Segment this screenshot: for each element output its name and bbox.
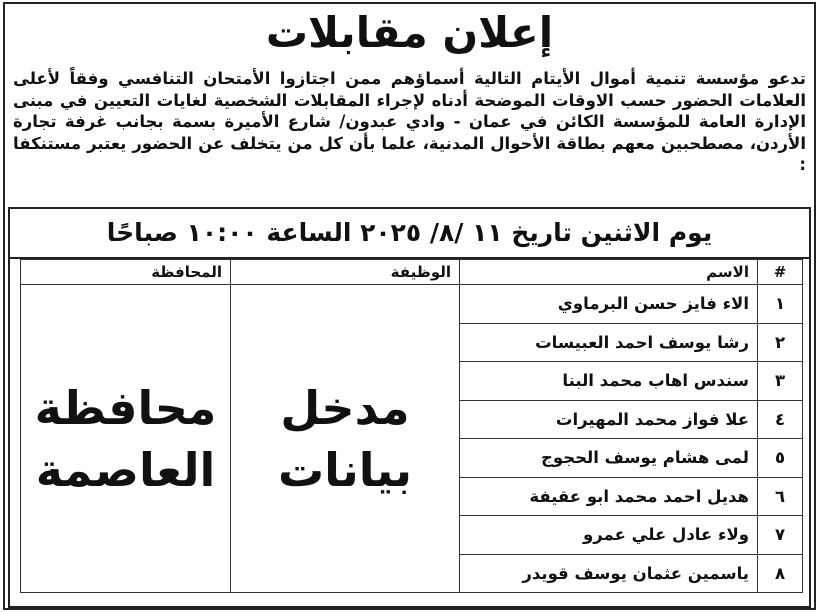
announcement-title: إعلان مقابلات — [265, 8, 554, 57]
job-cell — [231, 285, 460, 593]
row-num: ٤ — [758, 400, 803, 439]
row-name: لمى هشام يوسف الحجوج — [460, 439, 758, 478]
announcement-intro: تدعو مؤسسة تنمية أموال الأيتام التالية أسماؤهم ممن اجتازوا الأمتحان التنافسي وفقاً لأعلى العلامات الحضور حسب الاوقات الموضحة أدناه لإجراء المقابلات الشخصية لغايات التعيين في مبنى الإدارة العامة للمؤسسة الكائن في عمان - وادي عبدون/ شارع الأميرة بسمة بجانب غرفة تجارة الأردن، مصطحبين معهم بطاقة الأحوال المدنية، علما بأن كل من يتخلف عن الحضور يعتبر مستنكفا : — [13, 69, 806, 174]
row-name: ولاء عادل علي عمرو — [460, 516, 758, 555]
row-name: هديل احمد محمد ابو عقيفة — [460, 477, 758, 516]
row-name: الاء فايز حسن البرماوي — [460, 285, 758, 324]
job-line-1: مدخل — [280, 380, 410, 435]
gov-cell — [21, 285, 231, 593]
announcement-sheet — [3, 2, 816, 610]
table-header-row — [21, 260, 803, 285]
header-job: الوظيفة — [231, 260, 460, 285]
table-row — [21, 285, 803, 324]
row-name: ياسمين عثمان يوسف قويدر — [460, 554, 758, 593]
row-num: ٢ — [758, 323, 803, 362]
header-gov: المحافظة — [21, 260, 231, 285]
schedule-box — [8, 207, 811, 608]
header-name: الاسم — [460, 260, 758, 285]
gov-line-1: محافظة — [34, 380, 217, 435]
schedule-day-line: يوم الاثنين تاريخ ١١ /٨/ ٢٠٢٥ الساعة ١٠:٠٠ صباحًا — [10, 209, 809, 259]
header-num: # — [758, 260, 803, 285]
row-name: رشا يوسف احمد العبيسات — [460, 323, 758, 362]
row-num: ٨ — [758, 554, 803, 593]
row-name: علا فواز محمد المهيرات — [460, 400, 758, 439]
candidates-table — [20, 259, 803, 593]
job-line-2: بيانات — [277, 442, 413, 497]
row-num: ٧ — [758, 516, 803, 555]
row-num: ٣ — [758, 362, 803, 401]
gov-line-2: العاصمة — [35, 442, 216, 497]
row-num: ٥ — [758, 439, 803, 478]
row-name: سندس اهاب محمد البنا — [460, 362, 758, 401]
row-num: ١ — [758, 285, 803, 324]
row-num: ٦ — [758, 477, 803, 516]
